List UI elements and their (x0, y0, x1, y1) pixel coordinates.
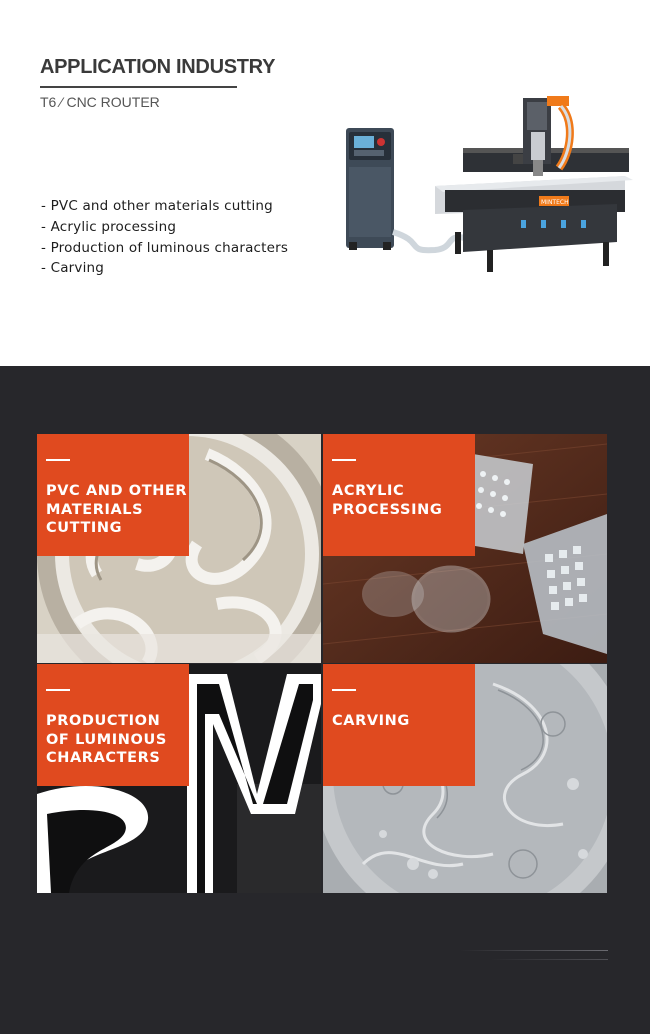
feature-item: - Production of luminous characters (41, 239, 289, 256)
intro-section (0, 0, 650, 366)
application-tile-luminous (37, 664, 321, 893)
label-dash (46, 459, 70, 461)
page-subtitle: T6 ⁄ CNC ROUTER (40, 94, 160, 110)
tile-label: ACRYLIC PROCESSING (332, 483, 443, 518)
tile-label-box (323, 434, 475, 556)
title-underline (40, 86, 237, 88)
application-tile-carving (323, 664, 607, 893)
cnc-router-image (335, 92, 635, 276)
tile-label-box (323, 664, 475, 786)
tile-label: PRODUCTION OF LUMINOUS CHARACTERS (46, 713, 167, 766)
label-dash (332, 459, 356, 461)
tile-label-box (37, 434, 189, 556)
tile-label-box (37, 664, 189, 786)
feature-item: - PVC and other materials cutting (41, 198, 273, 214)
applications-section (0, 366, 650, 1034)
machine-brand-label: MINTECH (541, 199, 569, 206)
application-tile-pvc (37, 434, 321, 663)
tile-label: PVC AND OTHER MATERIALS CUTTING (46, 483, 188, 536)
feature-list (41, 196, 288, 279)
decorative-fade-lines (460, 949, 608, 961)
feature-item: - Acrylic processing (41, 218, 177, 235)
label-dash (332, 689, 356, 691)
page-title: APPLICATION INDUSTRY (40, 56, 276, 78)
label-dash (46, 689, 70, 691)
feature-item: - Carving (41, 260, 105, 277)
application-tile-acrylic (323, 434, 607, 663)
tile-label: CARVING (332, 713, 410, 729)
